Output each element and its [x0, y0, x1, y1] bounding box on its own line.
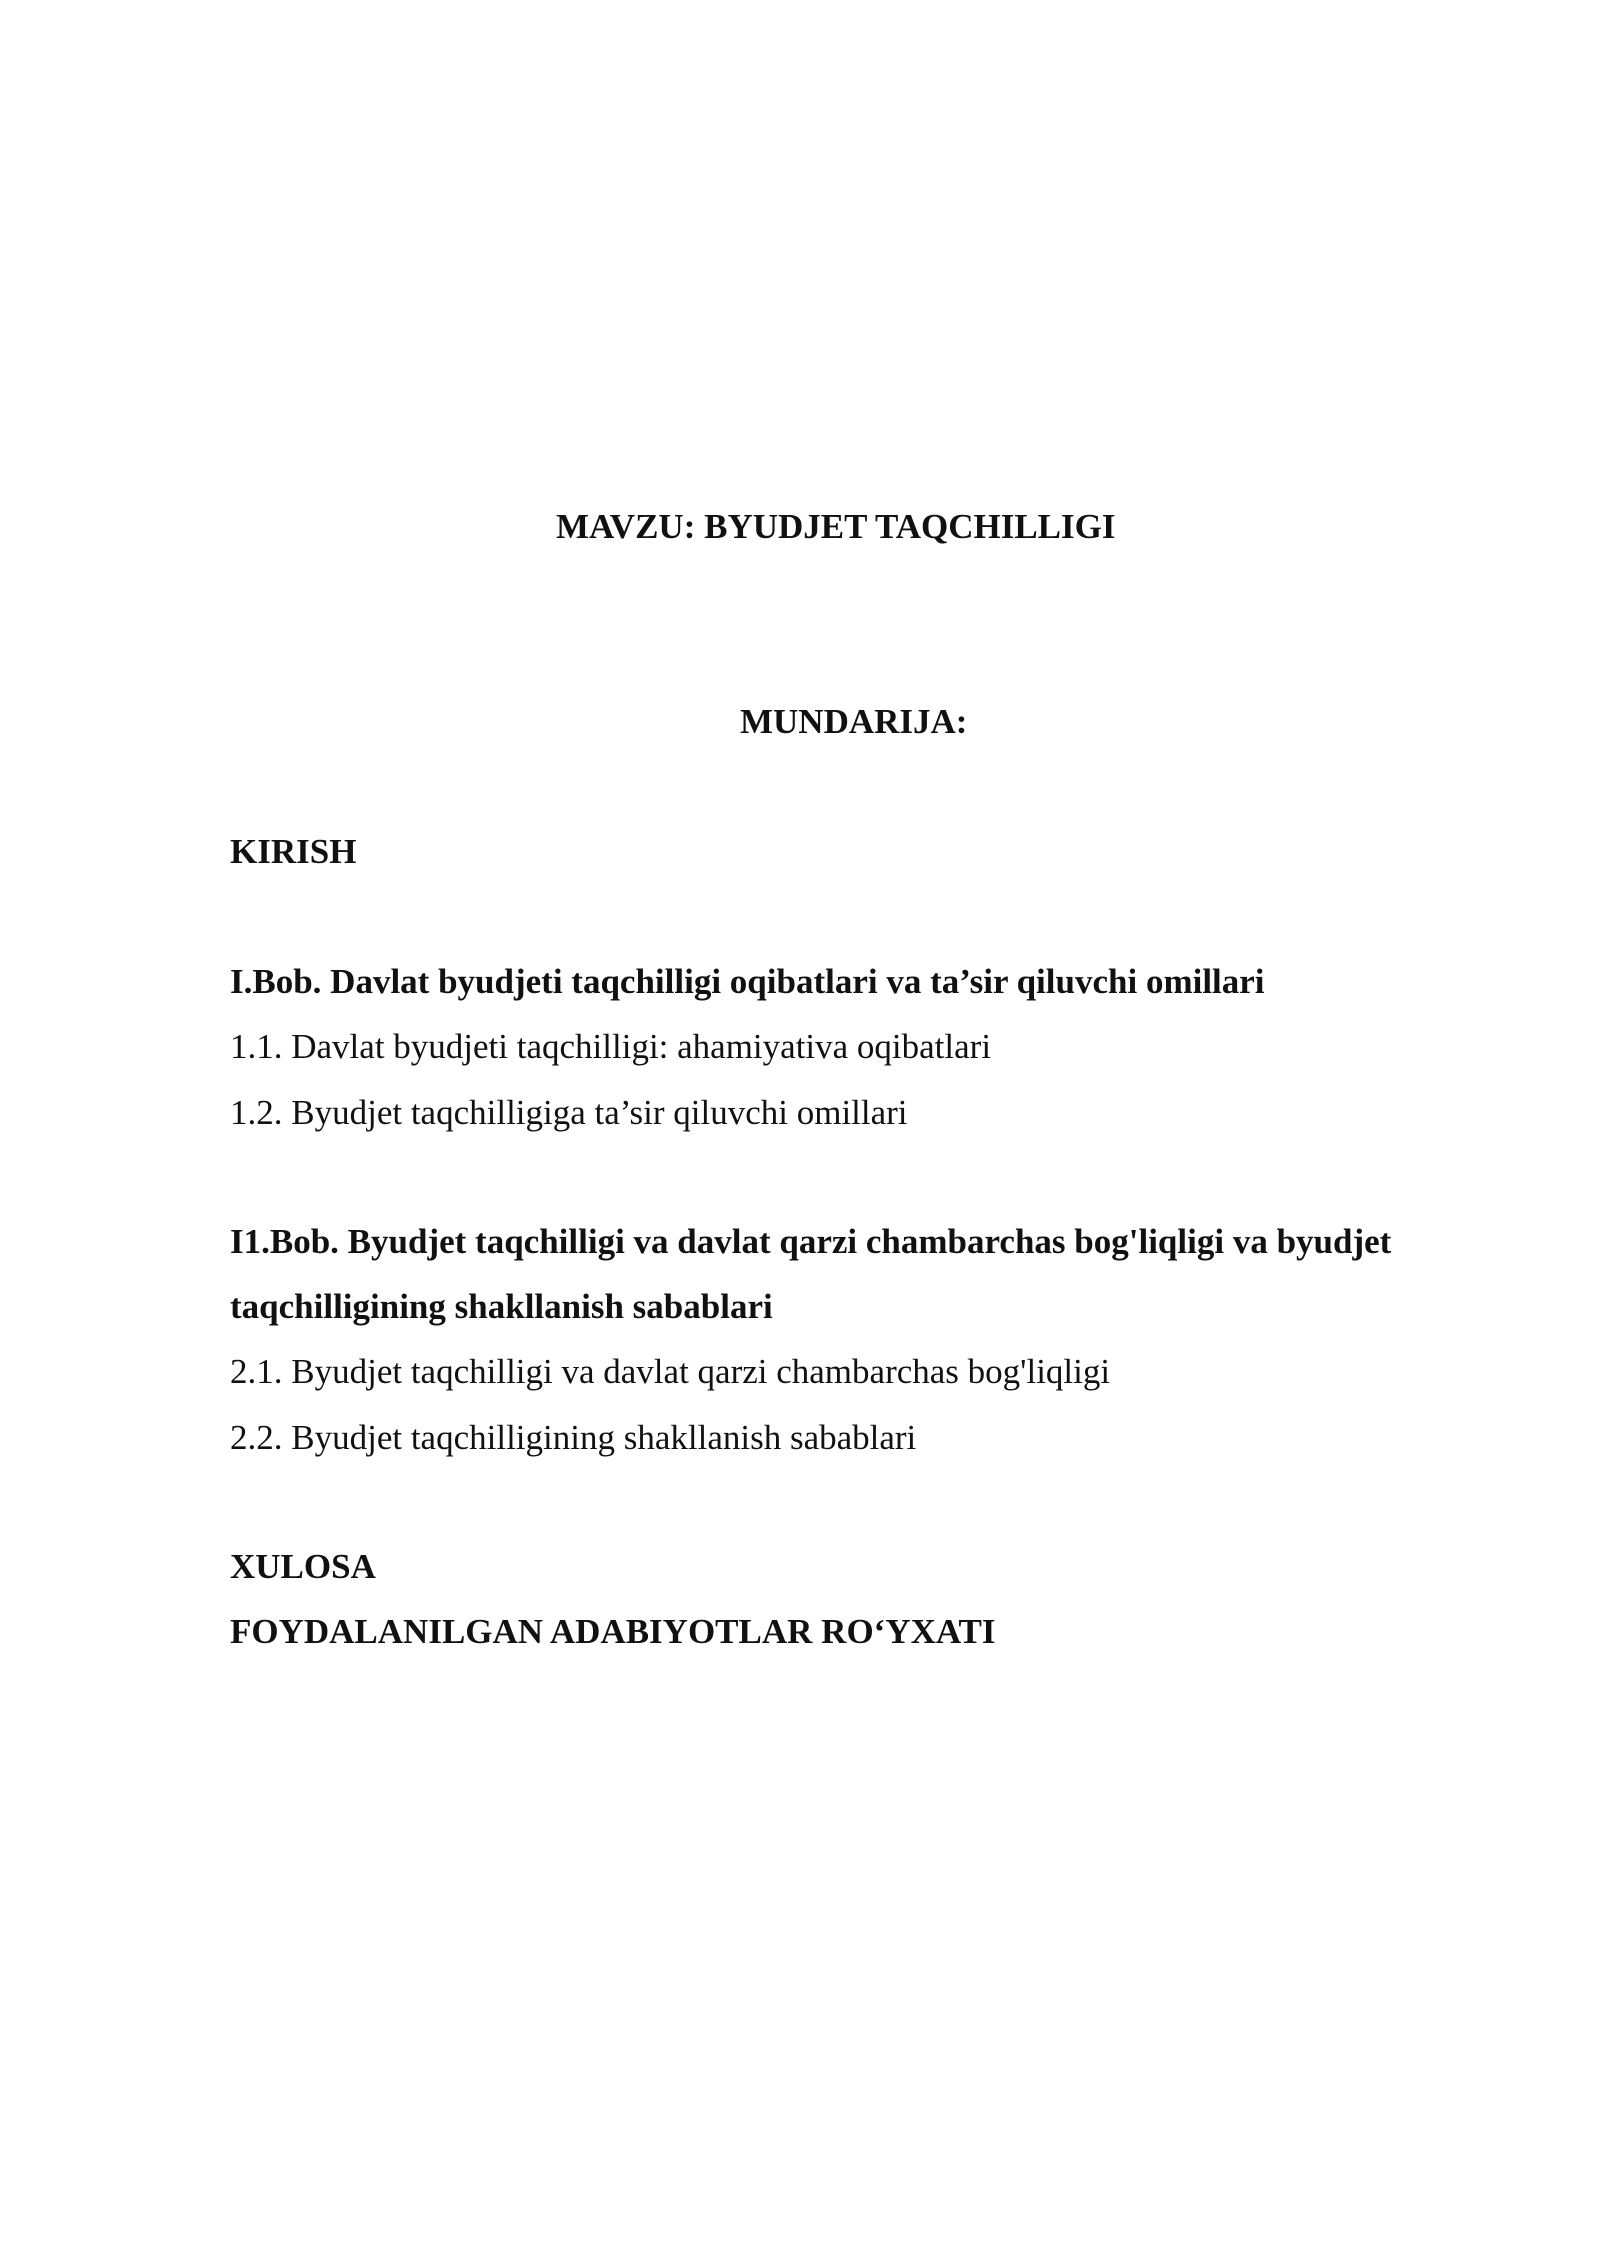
toc-item-conclusion: XULOSA — [230, 1547, 376, 1586]
toc-section-1-2: 1.2. Byudjet taqchilligiga ta’sir qiluvchi omillari — [230, 1093, 908, 1132]
toc-item-intro: KIRISH — [230, 832, 357, 871]
toc-heading: MUNDARIJA: — [740, 702, 968, 741]
document-title: MAVZU: BYUDJET TAQCHILLIGI — [556, 507, 1116, 546]
toc-section-2-1: 2.1. Byudjet taqchilligi va davlat qarzi chambarchas bog'liqligi — [230, 1352, 1111, 1391]
toc-item-references: FOYDALANILGAN ADABIYOTLAR RO‘YXATI — [230, 1612, 996, 1651]
toc-section-2-2: 2.2. Byudjet taqchilligining shakllanish sabablari — [230, 1418, 917, 1457]
toc-chapter-1-heading: I.Bob. Davlat byudjeti taqchilligi oqibatlari va ta’sir qiluvchi omillari — [230, 962, 1265, 1001]
toc-chapter-2-heading-line-2: taqchilligining shakllanish sabablari — [230, 1287, 773, 1326]
toc-chapter-2-heading-line-1: I1.Bob. Byudjet taqchilligi va davlat qarzi chambarchas bog'liqligi va byudjet — [230, 1222, 1392, 1261]
toc-section-1-1: 1.1. Davlat byudjeti taqchilligi: ahamiyativa oqibatlari — [230, 1027, 992, 1066]
